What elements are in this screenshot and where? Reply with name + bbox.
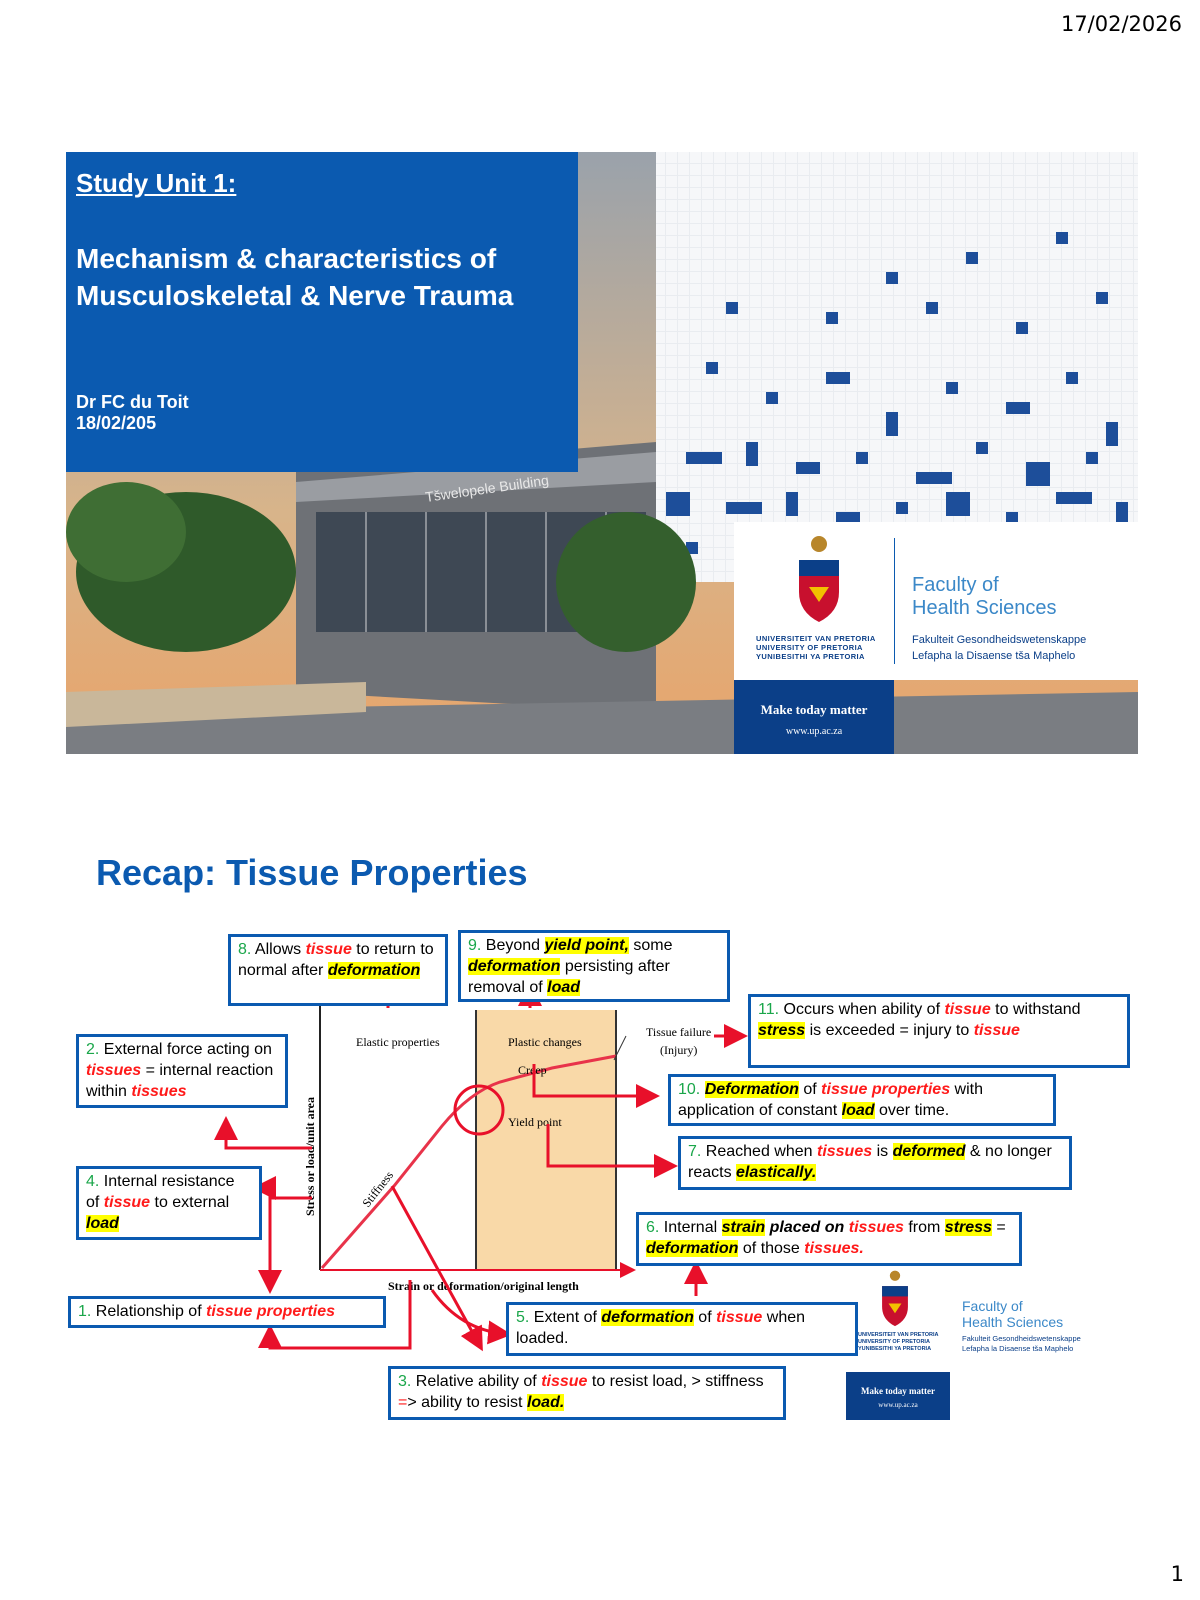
callout-7-highlight-2: elastically. bbox=[736, 1164, 817, 1181]
callout-9-highlight-3: load bbox=[547, 979, 581, 996]
lecture-date: 18/02/205 bbox=[76, 413, 157, 433]
callout-5-text-3: when loaded. bbox=[516, 1309, 806, 1347]
callout-10-num: 10. bbox=[678, 1081, 701, 1098]
faculty-name-small bbox=[962, 1298, 1063, 1330]
callout-3-text: Relative ability of bbox=[411, 1373, 542, 1390]
callout-8-num: 8. bbox=[238, 941, 252, 958]
callout-5-text: Extent of bbox=[529, 1309, 602, 1326]
faculty-branding-small bbox=[846, 1268, 1156, 1418]
callout-6-text-4: = bbox=[991, 1219, 1006, 1236]
callout-9-highlight-2: deformation bbox=[468, 958, 561, 975]
elastic-label: Elastic properties bbox=[356, 1035, 440, 1049]
callout-11 bbox=[748, 994, 1130, 1068]
callout-2-num: 2. bbox=[86, 1041, 100, 1058]
stiffness-label: Stiffness bbox=[359, 1168, 397, 1210]
building-sign: Tšwelopele Building bbox=[424, 471, 550, 505]
callout-4-highlight: load bbox=[86, 1215, 119, 1232]
callout-8-text: Allows bbox=[251, 941, 306, 958]
callout-3 bbox=[388, 1366, 786, 1420]
callout-8-text-2: to return to normal after bbox=[238, 941, 434, 979]
faculty-name-afr: Fakulteit Gesondheidswetenskappe bbox=[962, 1334, 1081, 1343]
callout-1-num: 1. bbox=[78, 1303, 92, 1320]
callout-6-highlight-3: deformation bbox=[646, 1240, 739, 1257]
callout-2-red: tissues bbox=[86, 1062, 142, 1079]
elastic-region bbox=[320, 1010, 476, 1270]
callout-10-text-4: over time. bbox=[874, 1102, 950, 1119]
callout-11-red: tissue bbox=[944, 1001, 991, 1018]
callout-5-red: tissue bbox=[716, 1309, 763, 1326]
callout-2-text: External force acting on bbox=[99, 1041, 272, 1058]
callout-2-text-2: = internal reaction within bbox=[86, 1062, 274, 1100]
faculty-name-line-1: Faculty of bbox=[962, 1298, 1023, 1314]
callout-9-num: 9. bbox=[468, 937, 482, 954]
y-axis-label: Stress or load/unit area bbox=[303, 1096, 317, 1216]
callout-6-highlight-2: stress bbox=[944, 1219, 992, 1236]
callout-3-red-2: = bbox=[398, 1394, 408, 1411]
plastic-label: Plastic changes bbox=[508, 1035, 582, 1049]
callout-9 bbox=[458, 930, 730, 1002]
callout-11-red-2: tissue bbox=[973, 1022, 1020, 1039]
callout-1 bbox=[68, 1296, 386, 1328]
callout-6-highlight: strain bbox=[721, 1219, 766, 1236]
slogan: Make today matter bbox=[760, 702, 868, 717]
callout-10-highlight: Deformation bbox=[704, 1081, 799, 1098]
callout-8 bbox=[228, 934, 448, 1006]
slogan: Make today matter bbox=[861, 1386, 935, 1396]
callout-1-red: tissue properties bbox=[206, 1303, 336, 1320]
callout-11-text-2: to withstand bbox=[990, 1001, 1081, 1018]
failure-label: Tissue failure bbox=[646, 1025, 712, 1039]
callout-3-text-2: to resist load, > stiffness bbox=[587, 1373, 764, 1390]
callout-11-text: Occurs when ability of bbox=[779, 1001, 945, 1018]
faculty-name-afr: Fakulteit Gesondheidswetenskappe bbox=[912, 634, 1087, 646]
callout-9-highlight: yield point, bbox=[544, 937, 629, 954]
callout-8-highlight: deformation bbox=[327, 962, 421, 979]
faculty-translations-small bbox=[962, 1334, 1081, 1354]
print-date: 17/02/2026 bbox=[1060, 12, 1182, 36]
website-url: www.up.ac.za bbox=[785, 726, 843, 737]
callout-8-red: tissue bbox=[305, 941, 352, 958]
callout-2 bbox=[76, 1034, 288, 1108]
callout-5 bbox=[506, 1302, 858, 1356]
callout-6-text-3: from bbox=[903, 1219, 945, 1236]
university-name-eng: UNIVERSITY OF PRETORIA bbox=[756, 643, 863, 652]
callout-10 bbox=[668, 1074, 1056, 1126]
author-name: Dr FC du Toit bbox=[76, 392, 189, 412]
callout-10-red: tissue properties bbox=[821, 1081, 951, 1098]
callout-6-red: tissues bbox=[848, 1219, 904, 1236]
plastic-region bbox=[476, 1010, 616, 1270]
callout-6-red-2: tissues. bbox=[804, 1240, 864, 1257]
callout-7 bbox=[678, 1136, 1072, 1190]
callout-10-highlight-2: load bbox=[841, 1102, 875, 1119]
injury-label: (Injury) bbox=[660, 1043, 698, 1057]
callout-5-num: 5. bbox=[516, 1309, 530, 1326]
university-name-sotho: YUNIBESITHI YA PRETORIA bbox=[858, 1346, 932, 1352]
callout-1-text: Relationship of bbox=[91, 1303, 207, 1320]
yield-label: Yield point bbox=[508, 1115, 562, 1129]
callout-6-text: Internal bbox=[659, 1219, 722, 1236]
faculty-name-sotho: Lefapha la Disaense tša Maphelo bbox=[962, 1344, 1074, 1353]
faculty-name-line-1: Faculty of bbox=[912, 574, 999, 596]
university-name-eng: UNIVERSITY OF PRETORIA bbox=[858, 1339, 930, 1345]
callout-3-highlight: load. bbox=[526, 1394, 565, 1411]
faculty-name-sotho: Lefapha la Disaense tša Maphelo bbox=[912, 650, 1076, 662]
recap-title: Recap: Tissue Properties bbox=[96, 852, 528, 893]
callout-5-text-2: of bbox=[693, 1309, 717, 1326]
callout-5-highlight: deformation bbox=[601, 1309, 694, 1326]
university-name-afr: UNIVERSITEIT VAN PRETORIA bbox=[756, 634, 876, 643]
callout-7-text: Reached when bbox=[701, 1143, 817, 1160]
callout-3-red: tissue bbox=[541, 1373, 588, 1390]
university-name-sotho: YUNIBESITHI YA PRETORIA bbox=[756, 652, 865, 661]
callout-3-num: 3. bbox=[398, 1373, 412, 1390]
callout-10-text-3: with application of constant bbox=[678, 1081, 984, 1119]
callout-9-text: Beyond bbox=[481, 937, 545, 954]
callout-4-text: Internal resistance of bbox=[86, 1173, 235, 1211]
callout-6-text-2: placed on bbox=[765, 1219, 849, 1236]
faculty-name-line-2: Health Sciences bbox=[962, 1314, 1064, 1330]
website-url: www.up.ac.za bbox=[878, 1401, 918, 1409]
university-name-afr: UNIVERSITEIT VAN PRETORIA bbox=[858, 1332, 939, 1338]
page-number: 1 bbox=[1170, 1562, 1184, 1586]
callout-9-text-2: some bbox=[628, 937, 673, 954]
callout-6-num: 6. bbox=[646, 1219, 660, 1236]
callout-7-highlight: deformed bbox=[892, 1143, 966, 1160]
study-unit-label: Study Unit 1: bbox=[76, 168, 237, 198]
slogan-panel-small bbox=[846, 1372, 950, 1420]
callout-9-text-3: persisting after removal of bbox=[468, 958, 670, 996]
callout-7-text-3: & no longer reacts bbox=[688, 1143, 1052, 1181]
slide-title-line-2: Musculoskeletal & Nerve Trauma bbox=[76, 280, 514, 311]
x-axis-label: Strain or deformation/original length bbox=[388, 1279, 579, 1293]
callout-2-red-2: tissues bbox=[131, 1083, 187, 1100]
callout-7-text-2: is bbox=[872, 1143, 893, 1160]
callout-4-num: 4. bbox=[86, 1173, 100, 1190]
callout-4 bbox=[76, 1166, 262, 1240]
callout-10-text-2: of bbox=[798, 1081, 822, 1098]
arrow-to-2 bbox=[226, 1122, 312, 1148]
callout-7-num: 7. bbox=[688, 1143, 702, 1160]
faculty-name-line-2: Health Sciences bbox=[912, 597, 1057, 619]
up-crest-icon bbox=[878, 1268, 912, 1330]
callout-11-text-3: is exceeded = injury to bbox=[805, 1022, 974, 1039]
callout-6 bbox=[636, 1212, 1022, 1266]
callout-7-red: tissues bbox=[816, 1143, 873, 1160]
university-names-small bbox=[858, 1332, 938, 1353]
callout-4-red: tissue bbox=[103, 1194, 151, 1211]
callout-11-num: 11. bbox=[758, 1001, 780, 1018]
callout-4-text-2: to external bbox=[150, 1194, 230, 1211]
callout-11-highlight: stress bbox=[758, 1022, 806, 1039]
slide-title-line-1: Mechanism & characteristics of bbox=[76, 243, 497, 274]
callout-6-text-5: of those bbox=[738, 1240, 805, 1257]
callout-3-text-3: > ability to resist bbox=[407, 1394, 527, 1411]
creep-label: Creep bbox=[518, 1063, 547, 1077]
